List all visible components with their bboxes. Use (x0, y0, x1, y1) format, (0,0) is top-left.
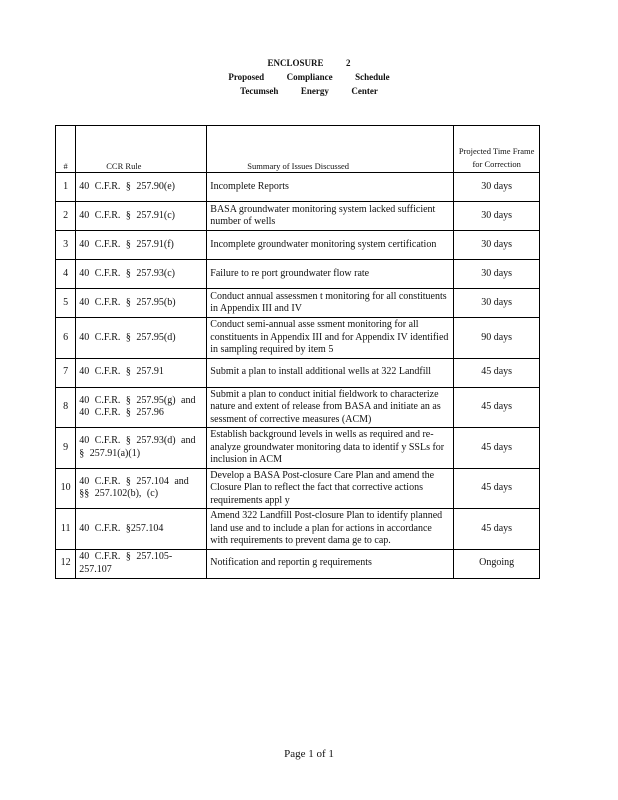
column-header-number: # (56, 126, 76, 173)
row-number: 9 (56, 428, 76, 469)
table-row (56, 387, 540, 428)
table-row (56, 260, 540, 289)
time-frame: 30 days (454, 289, 540, 318)
row-number: 2 (56, 202, 76, 231)
table-row (56, 289, 540, 318)
row-number: 1 (56, 173, 76, 202)
table-row (56, 231, 540, 260)
enclosure-title: ENCLOSURE 2 (267, 58, 351, 68)
issue-summary: Incomplete groundwater monitoring system certification (207, 231, 454, 260)
column-header-timeframe: Projected Time Frame for Correction (454, 126, 540, 173)
issue-summary: Incomplete Reports (207, 173, 454, 202)
ccr-rule: 40 C.F.R. § 257.90(e) (76, 173, 207, 202)
issue-summary: Conduct annual assessmen t monitoring for all constituents in Appendix III and IV (207, 289, 454, 318)
issue-summary: Establish background levels in wells as required and re-analyze groundwater monitoring data to identif y SSLs for inclusion in ACM (207, 428, 454, 469)
issue-summary: Failure to re port groundwater flow rate (207, 260, 454, 289)
table-row (56, 202, 540, 231)
row-number: 12 (56, 549, 76, 578)
time-frame: 45 days (454, 387, 540, 428)
row-number: 11 (56, 509, 76, 550)
ccr-rule: 40 C.F.R. § 257.91 (76, 358, 207, 387)
page-number: Page 1 of 1 (284, 748, 334, 760)
ccr-rule: 40 C.F.R. § 257.104 and §§ 257.102(b), (c) (76, 468, 207, 509)
ccr-rule: 40 C.F.R. § 257.91(f) (76, 231, 207, 260)
time-frame: 30 days (454, 173, 540, 202)
issue-summary: Conduct semi-annual asse ssment monitoring for all constituents in Appendix III and for Appendix IV identified in sampling required by item 5 (207, 318, 454, 359)
ccr-rule: 40 C.F.R. § 257.105- 257.107 (76, 549, 207, 578)
issue-summary: Submit a plan to conduct initial fieldwork to characterize nature and extent of release from BASA and initiate an as sessment of corrective measures (ACM) (207, 387, 454, 428)
row-number: 8 (56, 387, 76, 428)
row-number: 4 (56, 260, 76, 289)
ccr-rule: 40 C.F.R. §257.104 (76, 509, 207, 550)
time-frame: 45 days (454, 428, 540, 469)
time-frame: Ongoing (454, 549, 540, 578)
table-row (56, 428, 540, 469)
time-frame: 90 days (454, 318, 540, 359)
row-number: 10 (56, 468, 76, 509)
row-number: 7 (56, 358, 76, 387)
row-number: 6 (56, 318, 76, 359)
issue-summary: Notification and reportin g requirements (207, 549, 454, 578)
time-frame: 30 days (454, 202, 540, 231)
ccr-rule: 40 C.F.R. § 257.95(d) (76, 318, 207, 359)
issue-summary: Submit a plan to install additional wells at 322 Landfill (207, 358, 454, 387)
compliance-schedule-table (55, 125, 540, 579)
row-number: 5 (56, 289, 76, 318)
table-row (56, 318, 540, 359)
ccr-rule: 40 C.F.R. § 257.95(b) (76, 289, 207, 318)
row-number: 3 (56, 231, 76, 260)
time-frame: 45 days (454, 468, 540, 509)
table-row (56, 173, 540, 202)
table-row (56, 358, 540, 387)
issue-summary: BASA groundwater monitoring system lacked sufficient number of wells (207, 202, 454, 231)
ccr-rule: 40 C.F.R. § 257.93(c) (76, 260, 207, 289)
document-header (0, 56, 618, 98)
facility-title: Tecumseh Energy Center (240, 86, 378, 96)
issue-summary: Develop a BASA Post-closure Care Plan and amend the Closure Plan to reflect the fact that corrective actions requirements appl y (207, 468, 454, 509)
ccr-rule: 40 C.F.R. § 257.93(d) and § 257.91(a)(1) (76, 428, 207, 469)
time-frame: 30 days (454, 260, 540, 289)
table-row (56, 509, 540, 550)
column-header-rule: CCR Rule (76, 126, 207, 173)
column-header-summary: Summary of Issues Discussed (207, 126, 454, 173)
issue-summary: Amend 322 Landfill Post-closure Plan to identify planned land use and to include a plan for actions in accordance with requirements to prevent dama ge to cap. (207, 509, 454, 550)
table-header-row (56, 126, 540, 173)
time-frame: 30 days (454, 231, 540, 260)
ccr-rule: 40 C.F.R. § 257.95(g) and 40 C.F.R. § 257.96 (76, 387, 207, 428)
table-row (56, 549, 540, 578)
time-frame: 45 days (454, 358, 540, 387)
schedule-title: Proposed Compliance Schedule (228, 72, 390, 82)
table-row (56, 468, 540, 509)
ccr-rule: 40 C.F.R. § 257.91(c) (76, 202, 207, 231)
time-frame: 45 days (454, 509, 540, 550)
